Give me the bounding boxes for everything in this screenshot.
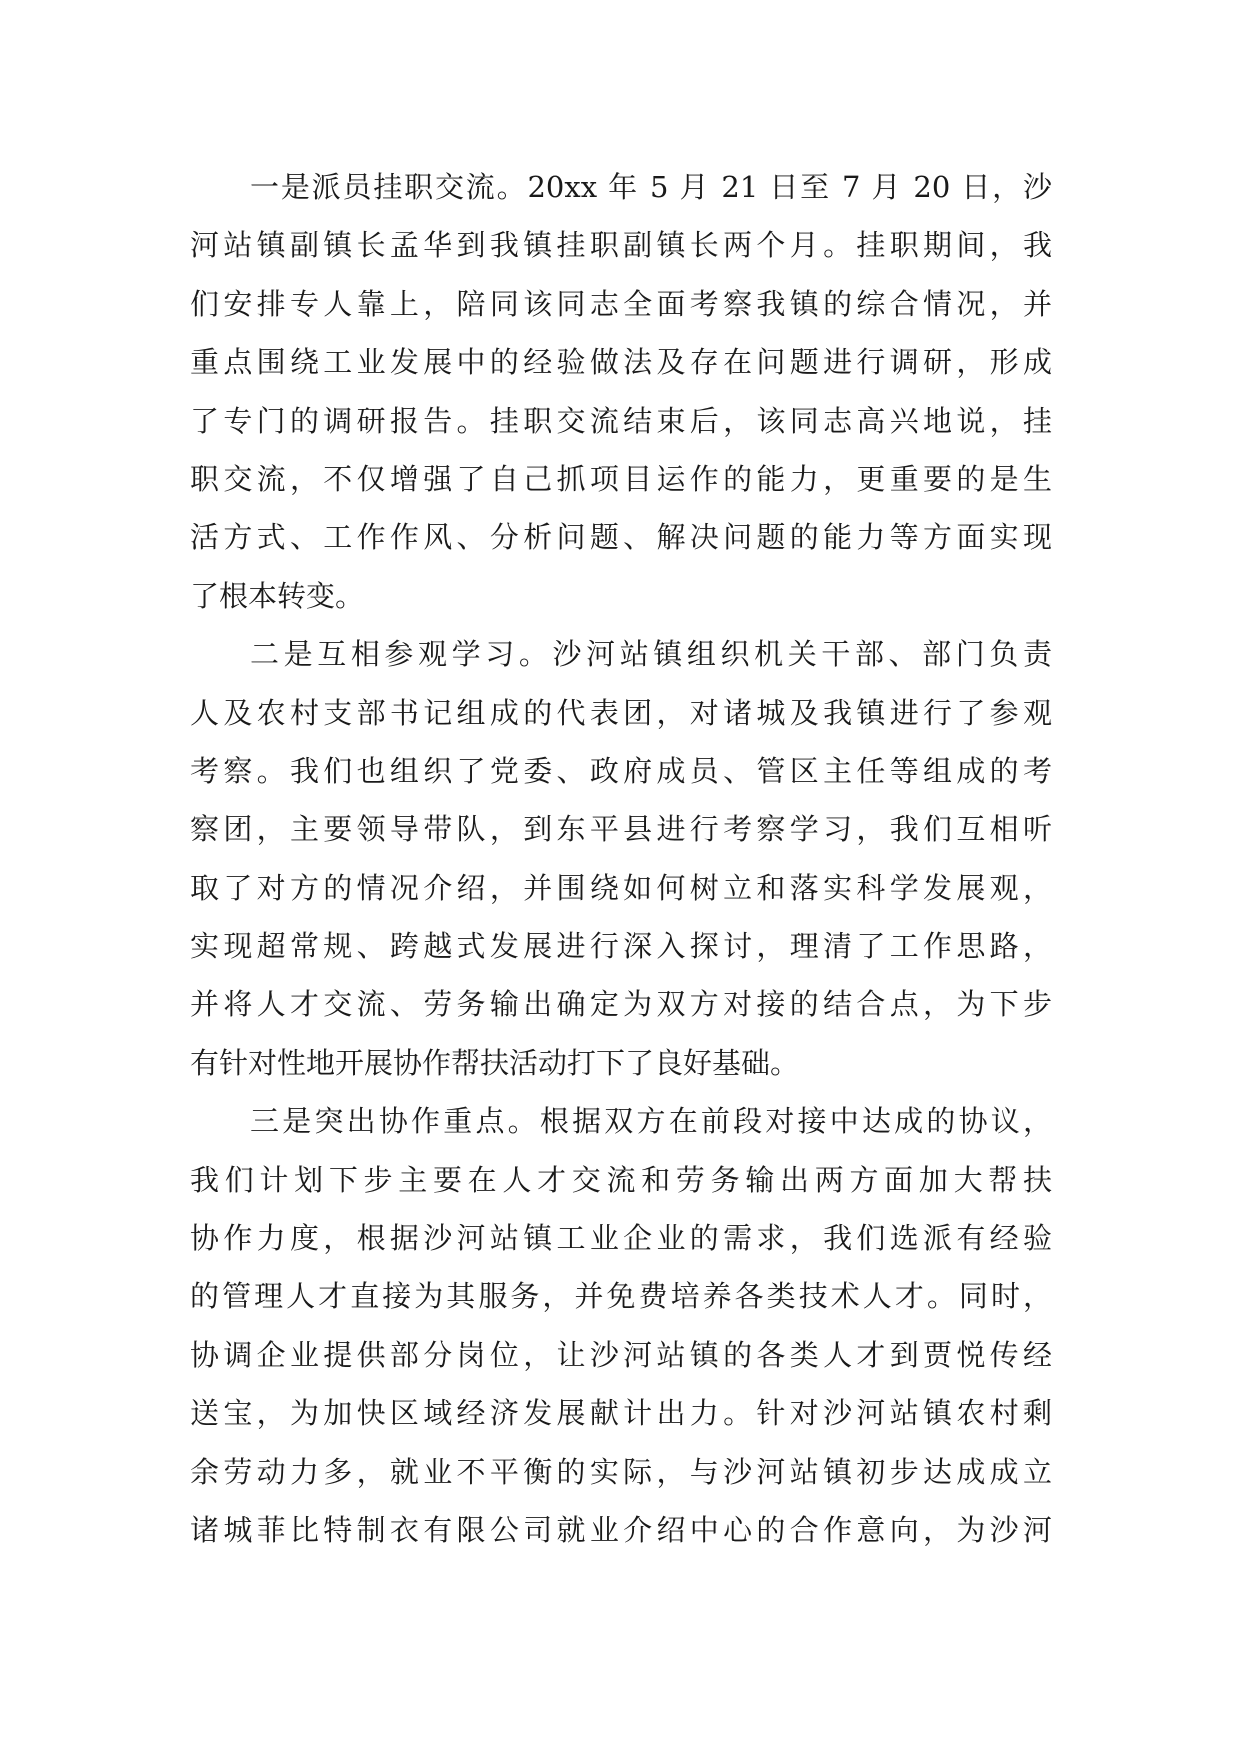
text-line: 并将人才交流、劳务输出确定为双方对接的结合点，为下步 (190, 987, 1052, 1022)
text-line: 活方式、工作作风、分析问题、解决问题的能力等方面实现 (190, 520, 1052, 555)
paragraph-2 (190, 625, 1052, 1092)
text-line: 人及农村支部书记组成的代表团，对诸城及我镇进行了参观 (190, 695, 1052, 730)
text-line: 协作力度，根据沙河站镇工业企业的需求，我们选派有经验 (190, 1221, 1052, 1256)
text-line: 诸城菲比特制衣有限公司就业介绍中心的合作意向，为沙河 (190, 1512, 1052, 1547)
text-line: 了根本转变。 (190, 578, 365, 613)
document-body (190, 158, 1052, 1559)
text-line: 察团，主要领导带队，到东平县进行考察学习，我们互相听 (190, 812, 1052, 847)
text-line: 取了对方的情况介绍，并围绕如何树立和落实科学发展观， (190, 870, 1052, 905)
text-line: 协调企业提供部分岗位，让沙河站镇的各类人才到贾悦传经 (190, 1337, 1052, 1372)
text-line: 三是突出协作重点。根据双方在前段对接中达成的协议， (250, 1104, 1052, 1139)
text-line: 一是派员挂职交流。20xx 年 5 月 21 日至 7 月 20 日，沙 (250, 170, 1052, 204)
text-line: 二是互相参观学习。沙河站镇组织机关干部、部门负责 (250, 637, 1052, 672)
text-line: 考察。我们也组织了党委、政府成员、管区主任等组成的考 (190, 753, 1052, 788)
text-line: 了专门的调研报告。挂职交流结束后，该同志高兴地说，挂 (190, 403, 1052, 438)
text-line: 有针对性地开展协作帮扶活动打下了良好基础。 (190, 1045, 800, 1080)
text-line: 送宝，为加快区域经济发展献计出力。针对沙河站镇农村剩 (190, 1396, 1052, 1431)
text-line: 我们计划下步主要在人才交流和劳务输出两方面加大帮扶 (190, 1162, 1052, 1197)
text-line: 重点围绕工业发展中的经验做法及存在问题进行调研，形成 (190, 345, 1052, 380)
paragraph-1 (190, 158, 1052, 625)
text-line: 的管理人才直接为其服务，并免费培养各类技术人才。同时， (190, 1279, 1052, 1314)
paragraph-3 (190, 1092, 1052, 1559)
text-line: 实现超常规、跨越式发展进行深入探讨，理清了工作思路， (190, 929, 1052, 964)
text-line: 们安排专人靠上，陪同该同志全面考察我镇的综合情况，并 (190, 286, 1052, 321)
text-line: 余劳动力多，就业不平衡的实际，与沙河站镇初步达成成立 (190, 1454, 1052, 1489)
text-line: 职交流，不仅增强了自己抓项目运作的能力，更重要的是生 (190, 461, 1052, 496)
text-line: 河站镇副镇长孟华到我镇挂职副镇长两个月。挂职期间，我 (190, 228, 1052, 263)
